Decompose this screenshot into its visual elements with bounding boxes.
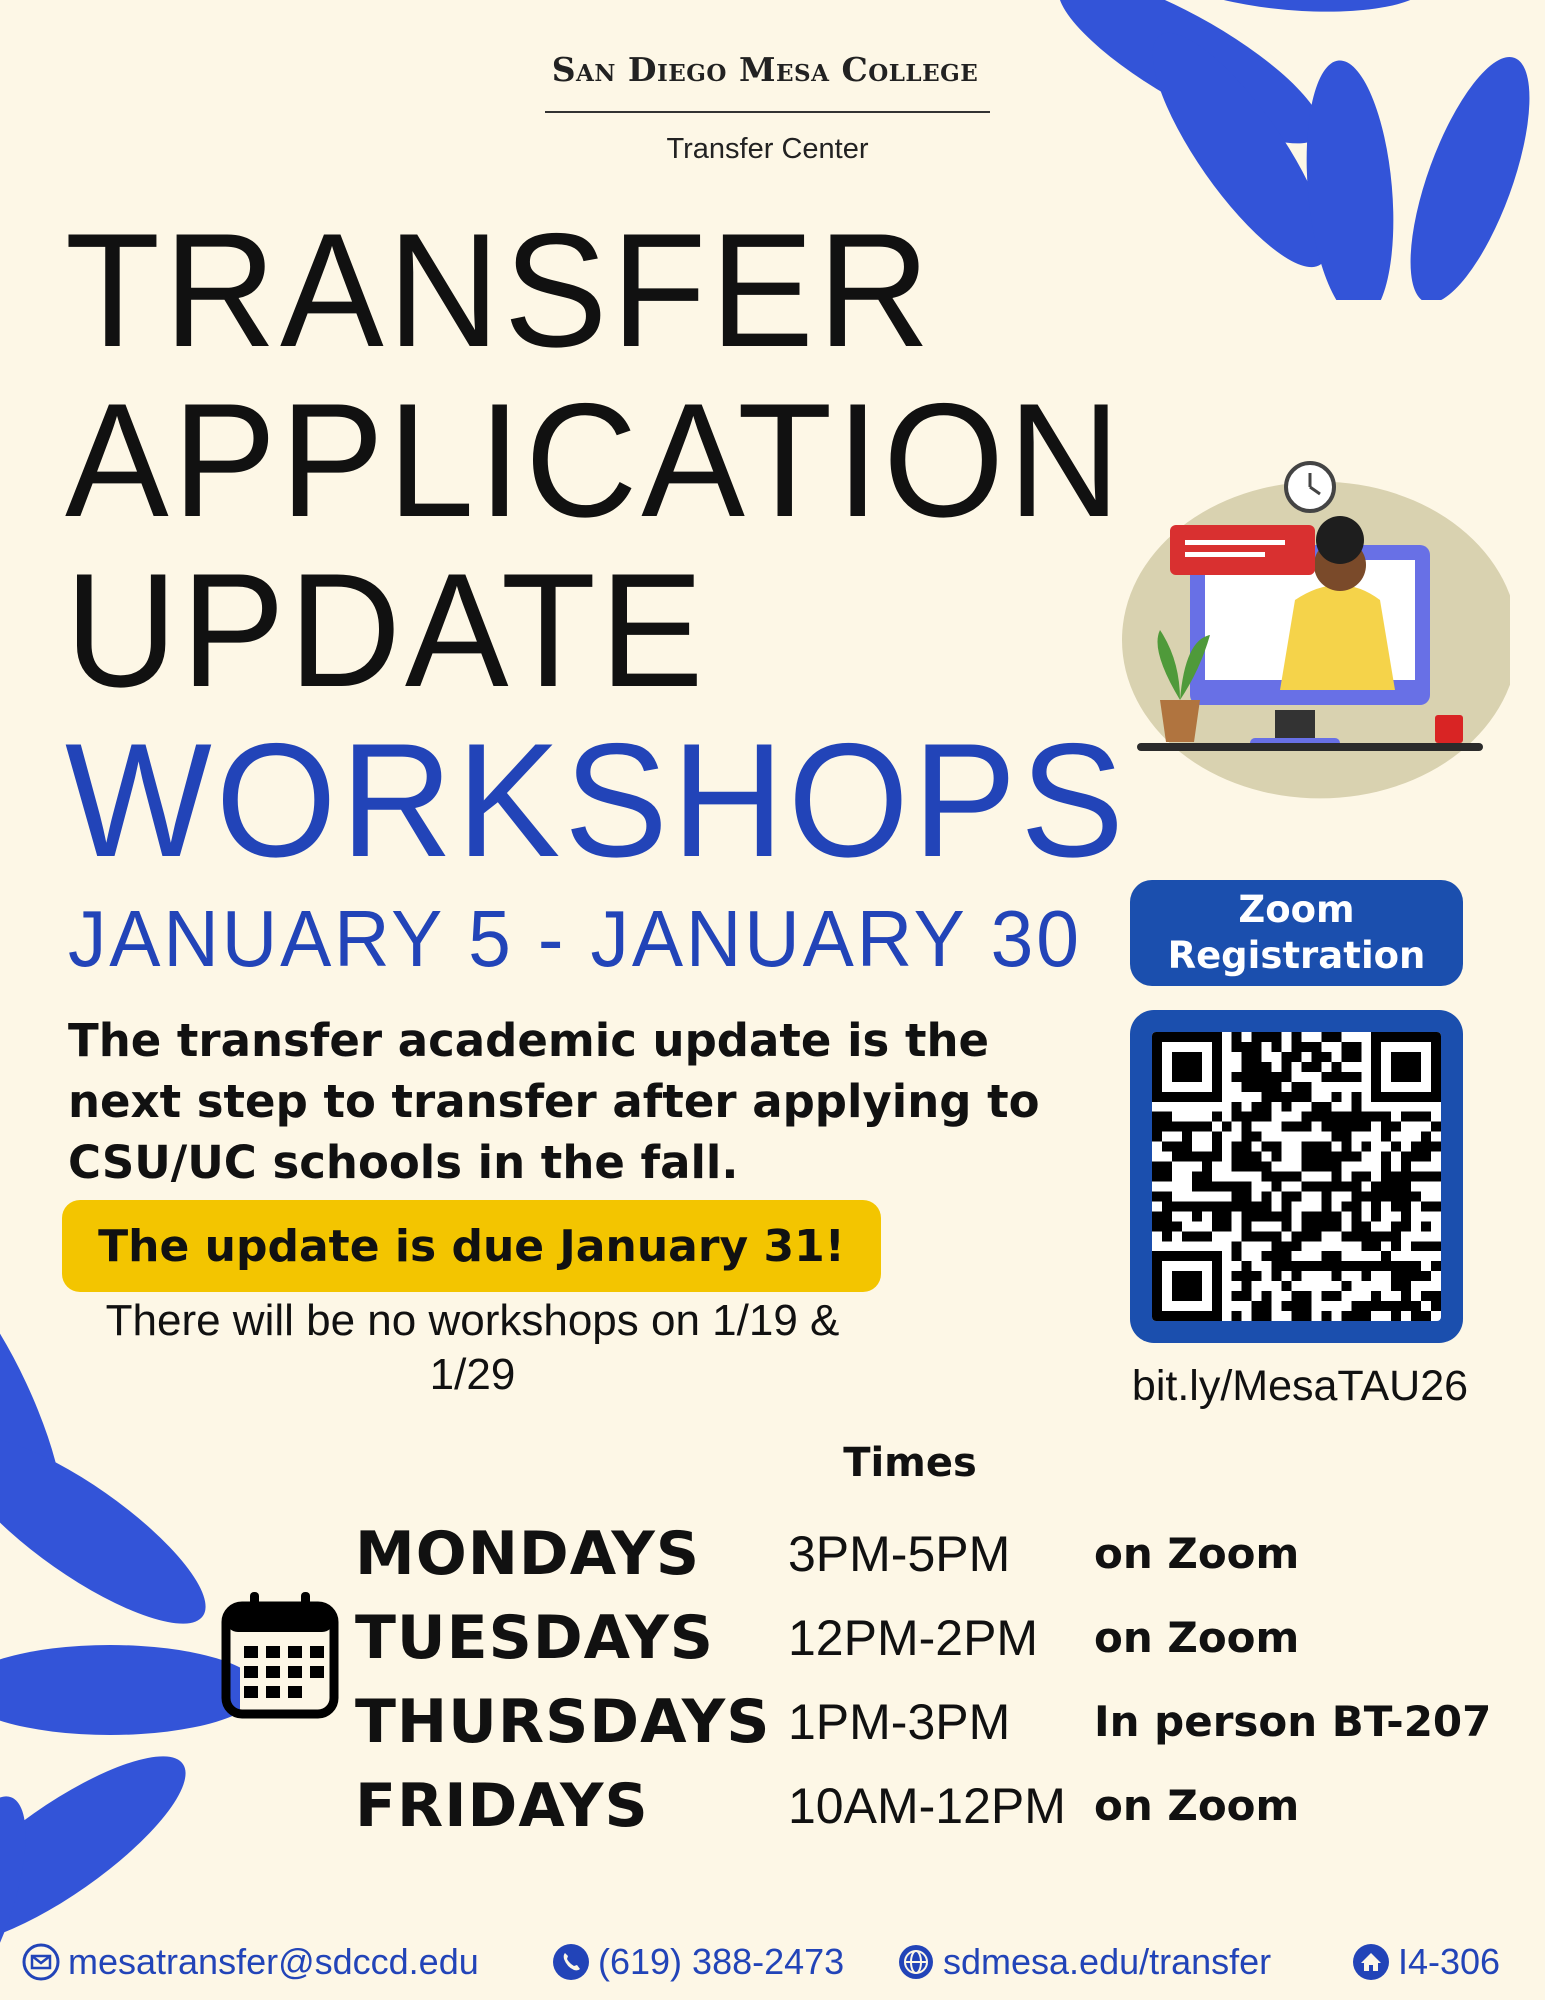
workshop-description: The transfer academic update is the next step to transfer after applying to CSU/UC schools in the fall. [68, 1014, 1040, 1189]
schedule-row [0, 1596, 1545, 1680]
deadline-text: The update is due January 31! [98, 1220, 845, 1272]
schedule-row [0, 1512, 1545, 1596]
schedule-day: THURSDAYS [355, 1687, 771, 1757]
website-text[interactable]: sdmesa.edu/transfer [943, 1941, 1272, 1982]
registration-link[interactable]: bit.ly/MesaTAU26 [1131, 1362, 1469, 1410]
department-name: Transfer Center [666, 133, 869, 165]
email-text[interactable]: mesatransfer@sdccd.edu [68, 1941, 479, 1982]
title-line-3: UPDATE [65, 540, 708, 721]
deadline-highlight [62, 1200, 881, 1292]
phone-icon [552, 1943, 590, 1981]
email-icon [22, 1943, 60, 1981]
workshop-date-range: JANUARY 5 - JANUARY 30 [68, 894, 1082, 983]
schedule-time: 10AM-12PM [788, 1778, 1066, 1834]
schedule-day: MONDAYS [355, 1519, 701, 1589]
contact-website[interactable] [897, 1932, 1271, 1992]
schedule-time: 12PM-2PM [788, 1610, 1039, 1666]
home-icon [1352, 1943, 1390, 1981]
contact-email[interactable] [22, 1932, 479, 1992]
schedule-day: TUESDAYS [355, 1603, 715, 1673]
contact-phone[interactable] [552, 1932, 844, 1992]
title-line-2: APPLICATION [65, 370, 1125, 551]
schedule-location: on Zoom [1094, 1781, 1300, 1830]
qr-code-frame[interactable] [1130, 1010, 1463, 1343]
schedule-day: FRIDAYS [355, 1771, 649, 1841]
college-name: San Diego Mesa College [551, 50, 979, 89]
decorative-flower-top-right [1040, 0, 1545, 300]
phone-text[interactable]: (619) 388-2473 [598, 1941, 845, 1982]
contact-footer [22, 1932, 1532, 1992]
schedule-location: on Zoom [1094, 1529, 1300, 1578]
no-workshops-note: There will be no workshops on 1/19 & 1/29 [105, 1296, 840, 1399]
contact-room [1352, 1932, 1500, 1992]
schedule-row [0, 1680, 1545, 1764]
schedule-location: In person BT-207 [1094, 1697, 1492, 1746]
online-meeting-illustration [1110, 460, 1510, 800]
globe-icon [897, 1943, 935, 1981]
schedule-location: on Zoom [1094, 1613, 1300, 1662]
title-line-4: WORKSHOPS [65, 710, 1128, 891]
zoom-registration-button[interactable]: Zoom Registration [1130, 880, 1463, 986]
room-text: I4-306 [1398, 1941, 1501, 1982]
title-line-1: TRANSFER [65, 200, 934, 381]
header-divider [545, 111, 990, 113]
qr-code-icon[interactable] [1152, 1032, 1441, 1321]
schedule-time: 1PM-3PM [788, 1694, 1011, 1750]
schedule-row [0, 1764, 1545, 1848]
times-header: Times [843, 1440, 977, 1486]
schedule-time: 3PM-5PM [788, 1526, 1011, 1582]
